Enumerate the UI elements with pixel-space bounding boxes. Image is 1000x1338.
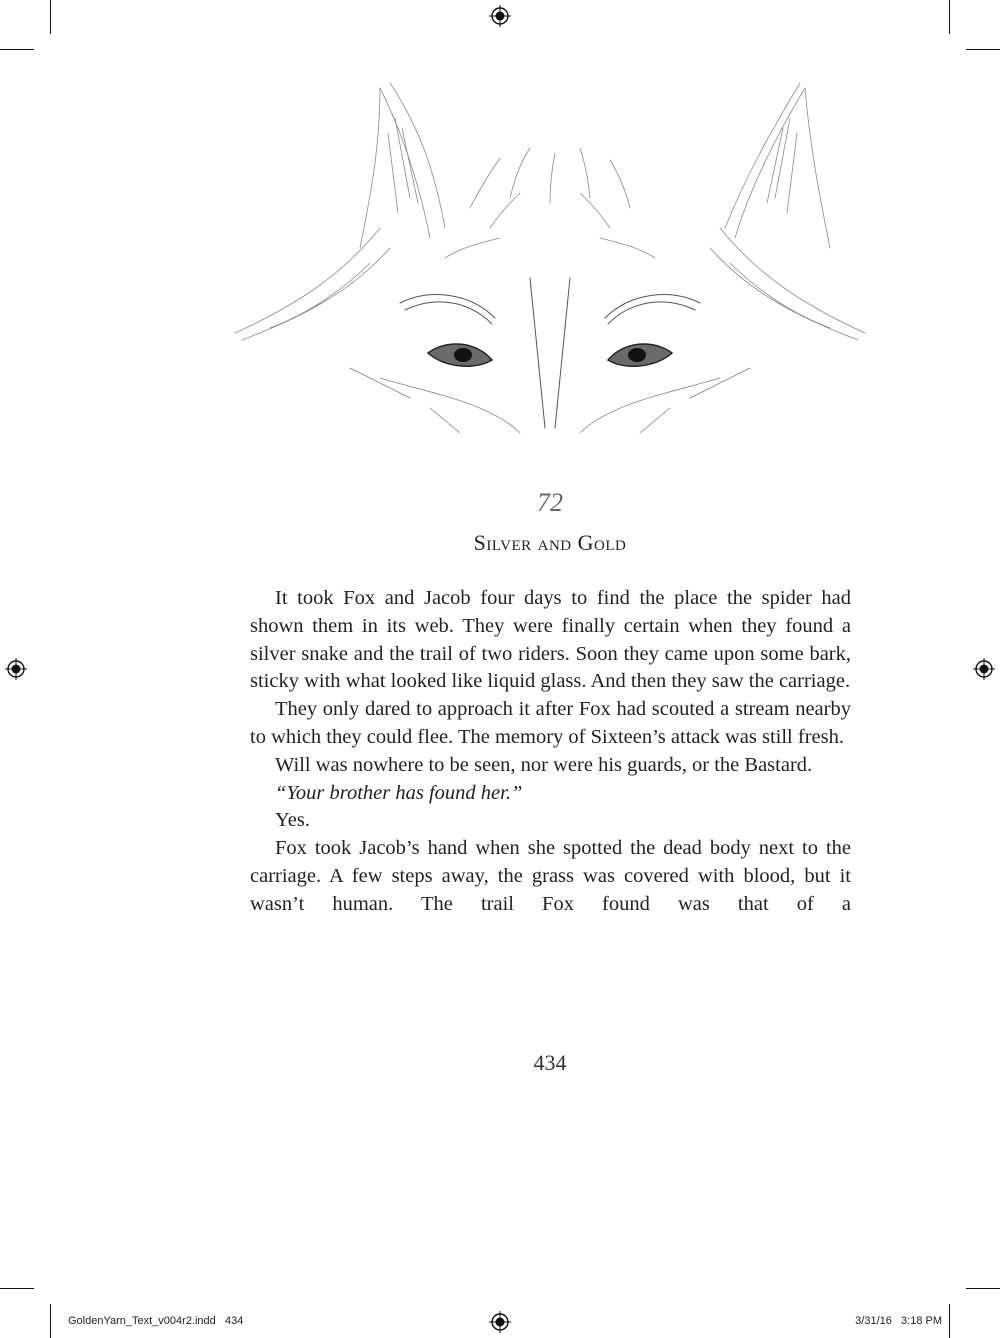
registration-mark-icon	[5, 658, 27, 680]
slug-filename: GoldenYarn_Text_v004r2.indd 434	[68, 1315, 244, 1327]
paragraph: They only dared to approach it after Fox had scouted a stream nearby to which they could flee. The memory of Sixteen’s attack was still fresh.	[250, 698, 851, 748]
paragraph: “Your brother has found her.”	[275, 781, 523, 804]
fox-illustration	[230, 78, 870, 433]
crop-mark	[0, 1288, 34, 1289]
crop-mark	[949, 1304, 950, 1338]
registration-mark-icon	[489, 5, 511, 27]
paragraph: Fox took Jacob’s hand when she spotted the dead body next to the carriage. A few steps away, the grass was covered with blood, but it wasn’t human. The trail Fox found was that of a	[250, 837, 851, 915]
registration-mark-icon	[489, 1311, 511, 1333]
paragraph: It took Fox and Jacob four days to find the place the spider had shown them in its web. They were finally certain when they found a silver snake and the trail of two riders. Soon they came upon some bark, sticky with what looked like liquid glass. And then they saw the carriage.	[250, 587, 851, 693]
body-text	[250, 585, 851, 919]
crop-mark	[0, 49, 34, 50]
chapter-number: 72	[537, 488, 563, 517]
crop-mark	[949, 0, 950, 34]
registration-mark-icon	[973, 658, 995, 680]
crop-mark	[966, 1288, 1000, 1289]
page-number: 434	[533, 1050, 567, 1075]
paragraph: Will was nowhere to be seen, nor were his guards, or the Bastard.	[275, 753, 813, 776]
crop-mark	[966, 49, 1000, 50]
paragraph: Yes.	[275, 809, 310, 832]
slug-date: 3/31/16 3:18 PM	[855, 1315, 942, 1327]
crop-mark	[50, 0, 51, 34]
crop-mark	[50, 1304, 51, 1338]
chapter-title: Silver and Gold	[473, 530, 627, 555]
